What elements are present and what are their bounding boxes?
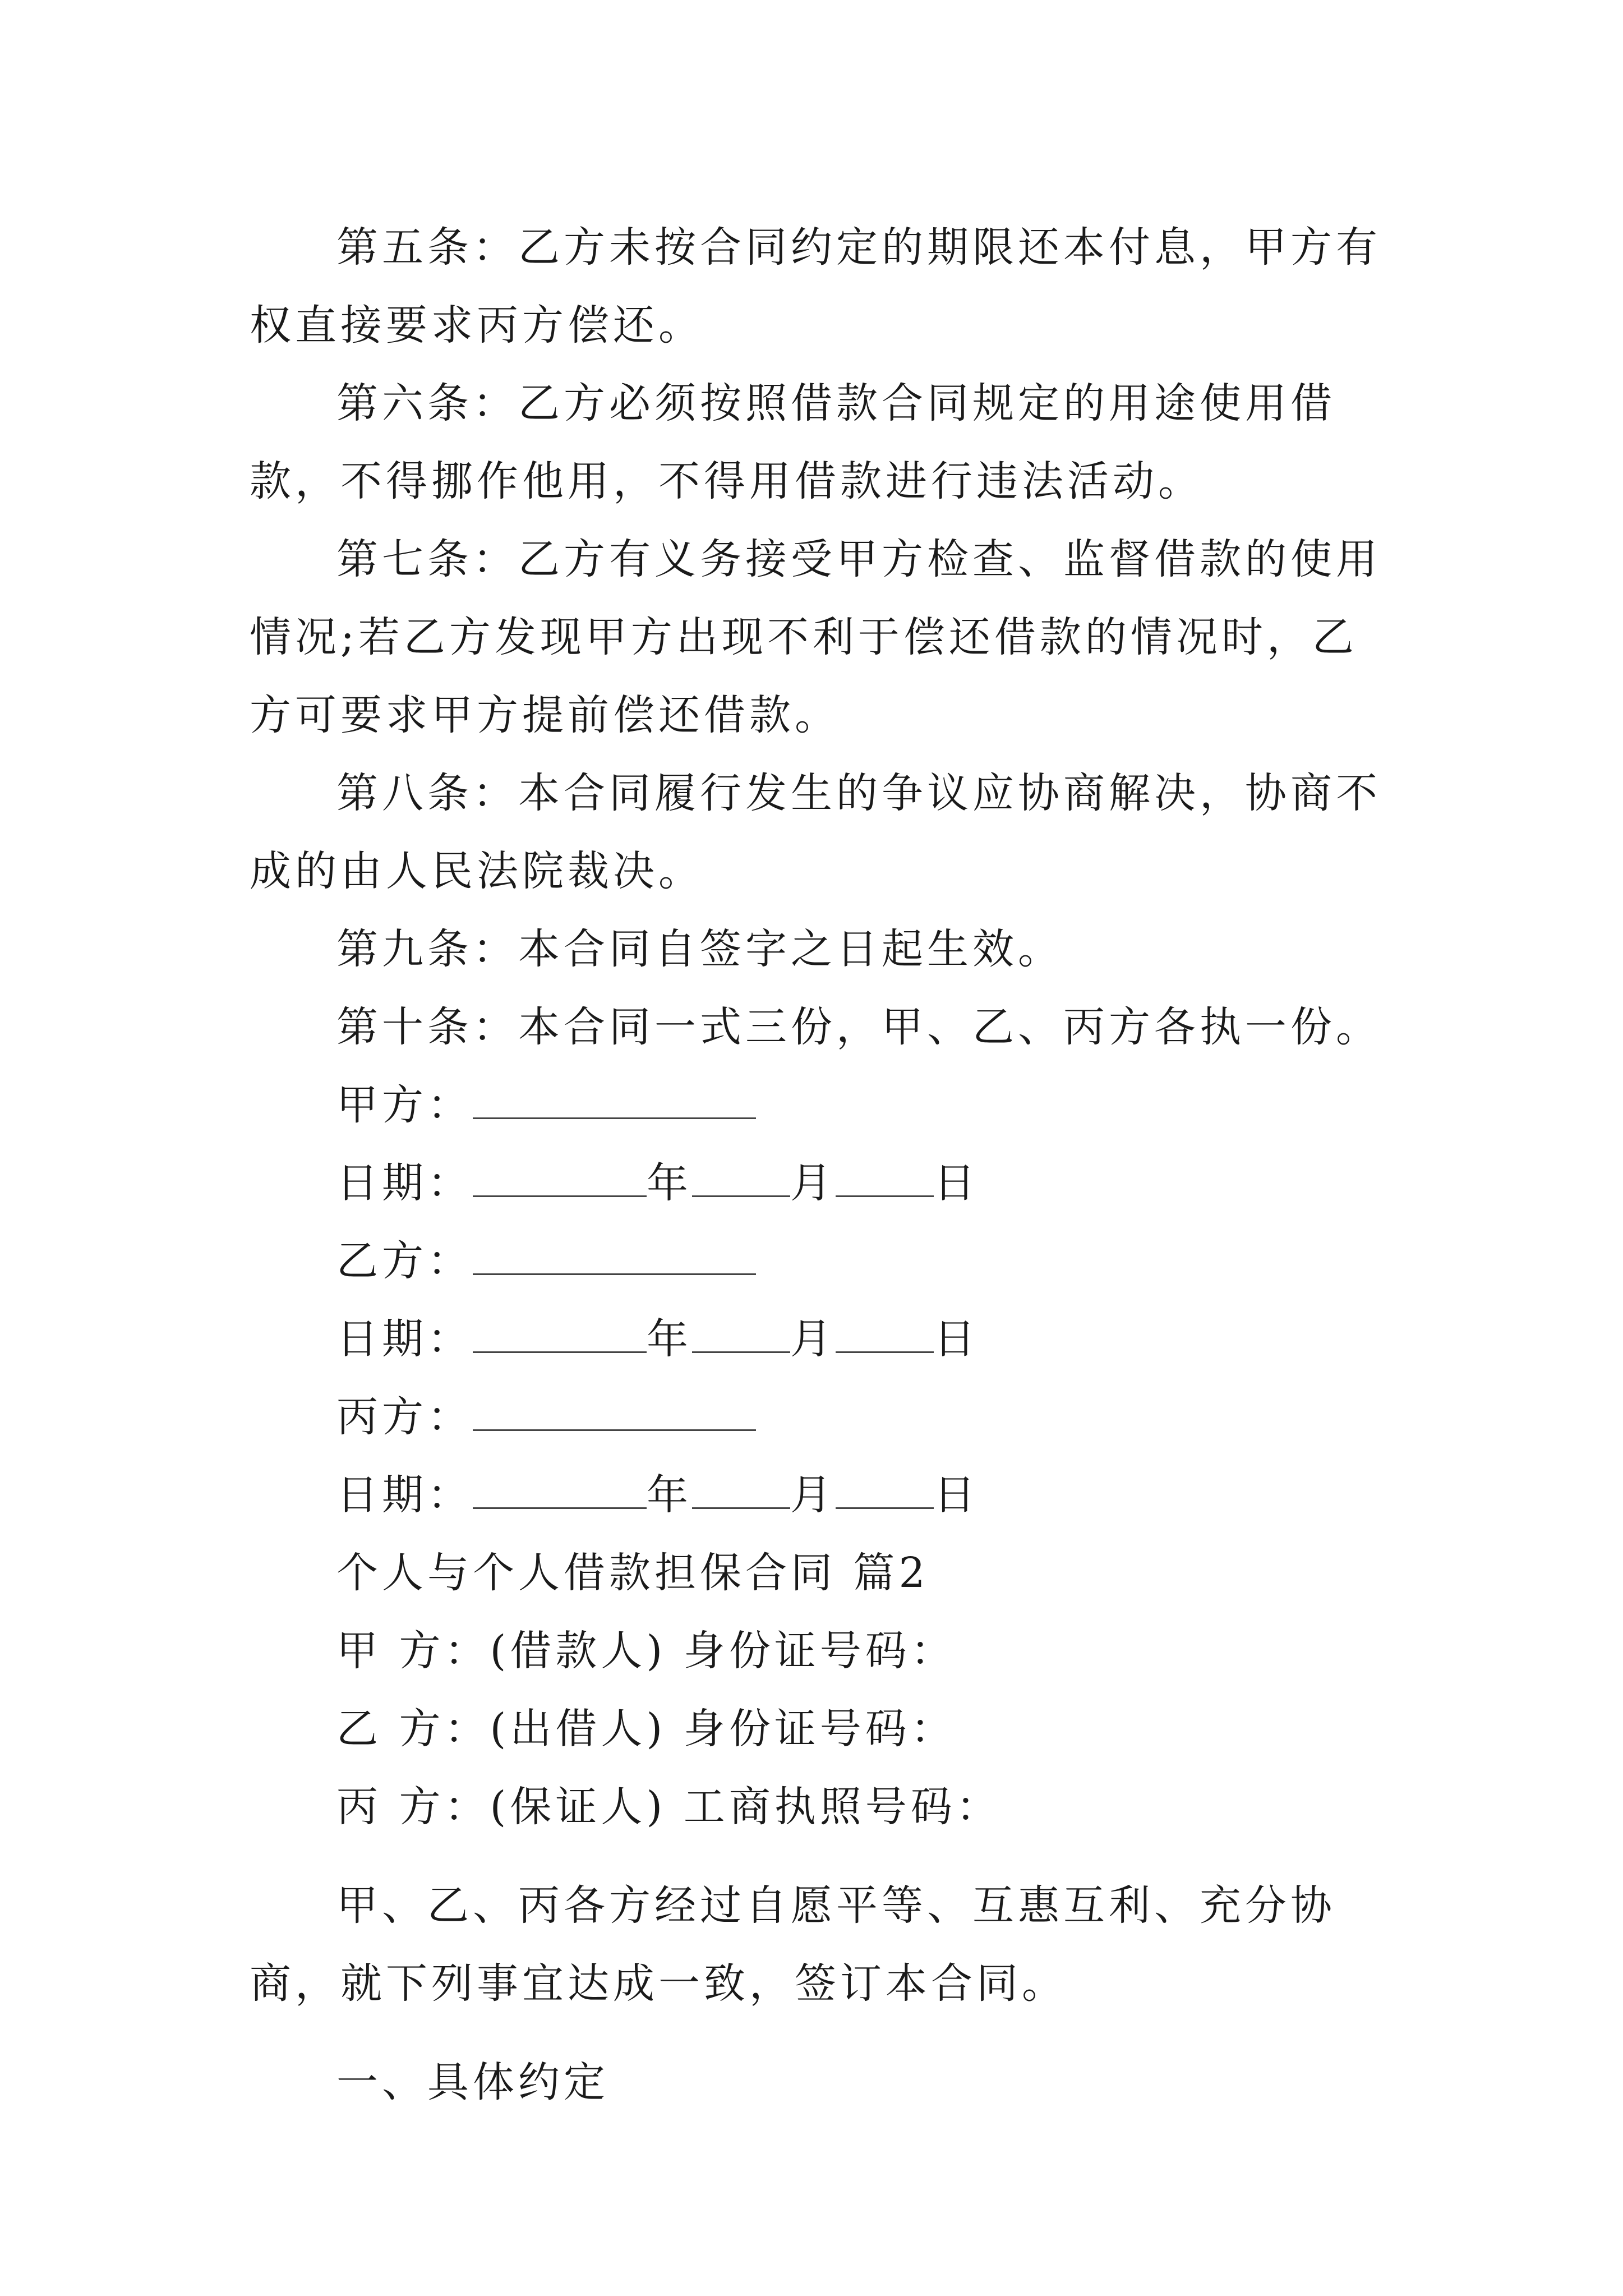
month-blank (692, 1163, 790, 1197)
party-b-blank (473, 1241, 756, 1275)
article-9: 第九条：本合同自签字之日起生效。 (336, 925, 1063, 973)
month-label: 月 (790, 1471, 836, 1519)
party-c-signature-line (250, 1378, 1391, 1456)
party-a-date-line (250, 1144, 1391, 1222)
party-c-info: 丙 方：(保证人) 工商执照号码： (336, 1783, 1002, 1831)
party-c-blank (473, 1397, 756, 1431)
day-label: 日 (934, 1315, 979, 1363)
party-a-info: 甲 方：(借款人) 身份证号码： (336, 1627, 956, 1675)
article-10: 第十条：本合同一式三份，甲、乙、丙方各执一份。 (336, 1003, 1381, 1051)
year-label: 年 (647, 1159, 692, 1207)
date-label: 日期： (336, 1471, 473, 1519)
party-a-label: 甲方： (336, 1081, 473, 1129)
party-a-blank (473, 1085, 756, 1119)
party-b-date-line (250, 1300, 1391, 1378)
article-6: 第六条：乙方必须按照借款合同规定的用途使用借款，不得挪作他用，不得用借款进行违法活动。 (250, 379, 1336, 505)
year-blank (473, 1163, 647, 1197)
month-label: 月 (790, 1159, 836, 1207)
section-2-title: 个人与个人借款担保合同 篇2 (336, 1549, 929, 1597)
month-blank (692, 1475, 790, 1509)
date-label: 日期： (336, 1159, 473, 1207)
section-2-intro: 甲、乙、丙各方经过自愿平等、互惠互利、充分协商，就下列事宜达成一致，签订本合同。 (250, 1881, 1336, 2008)
month-label: 月 (790, 1315, 836, 1363)
date-label: 日期： (336, 1315, 473, 1363)
article-8: 第八条：本合同履行发生的争议应协商解决，协商不成的由人民法院裁决。 (250, 769, 1381, 895)
day-blank (836, 1163, 934, 1197)
party-c-date-line (250, 1456, 1391, 1534)
day-label: 日 (934, 1159, 979, 1207)
day-blank (836, 1319, 934, 1353)
year-blank (473, 1319, 647, 1353)
article-7: 第七条：乙方有义务接受甲方检查、监督借款的使用情况;若乙方发现甲方出现不利于偿还借款的情况时，乙方可要求甲方提前偿还借款。 (250, 535, 1381, 739)
year-blank (473, 1475, 647, 1509)
party-b-info: 乙 方：(出借人) 身份证号码： (336, 1705, 956, 1753)
party-b-label: 乙方： (336, 1237, 473, 1285)
party-b-signature-line (250, 1222, 1391, 1300)
year-label: 年 (647, 1471, 692, 1519)
article-5: 第五条：乙方未按合同约定的期限还本付息，甲方有权直接要求丙方偿还。 (250, 223, 1381, 349)
day-label: 日 (934, 1471, 979, 1519)
party-a-signature-line (250, 1066, 1391, 1144)
document-body (250, 209, 1391, 2122)
month-blank (692, 1319, 790, 1353)
day-blank (836, 1475, 934, 1509)
year-label: 年 (647, 1315, 692, 1363)
party-c-label: 丙方： (336, 1393, 473, 1441)
section-2-heading-1: 一、具体约定 (336, 2058, 609, 2106)
